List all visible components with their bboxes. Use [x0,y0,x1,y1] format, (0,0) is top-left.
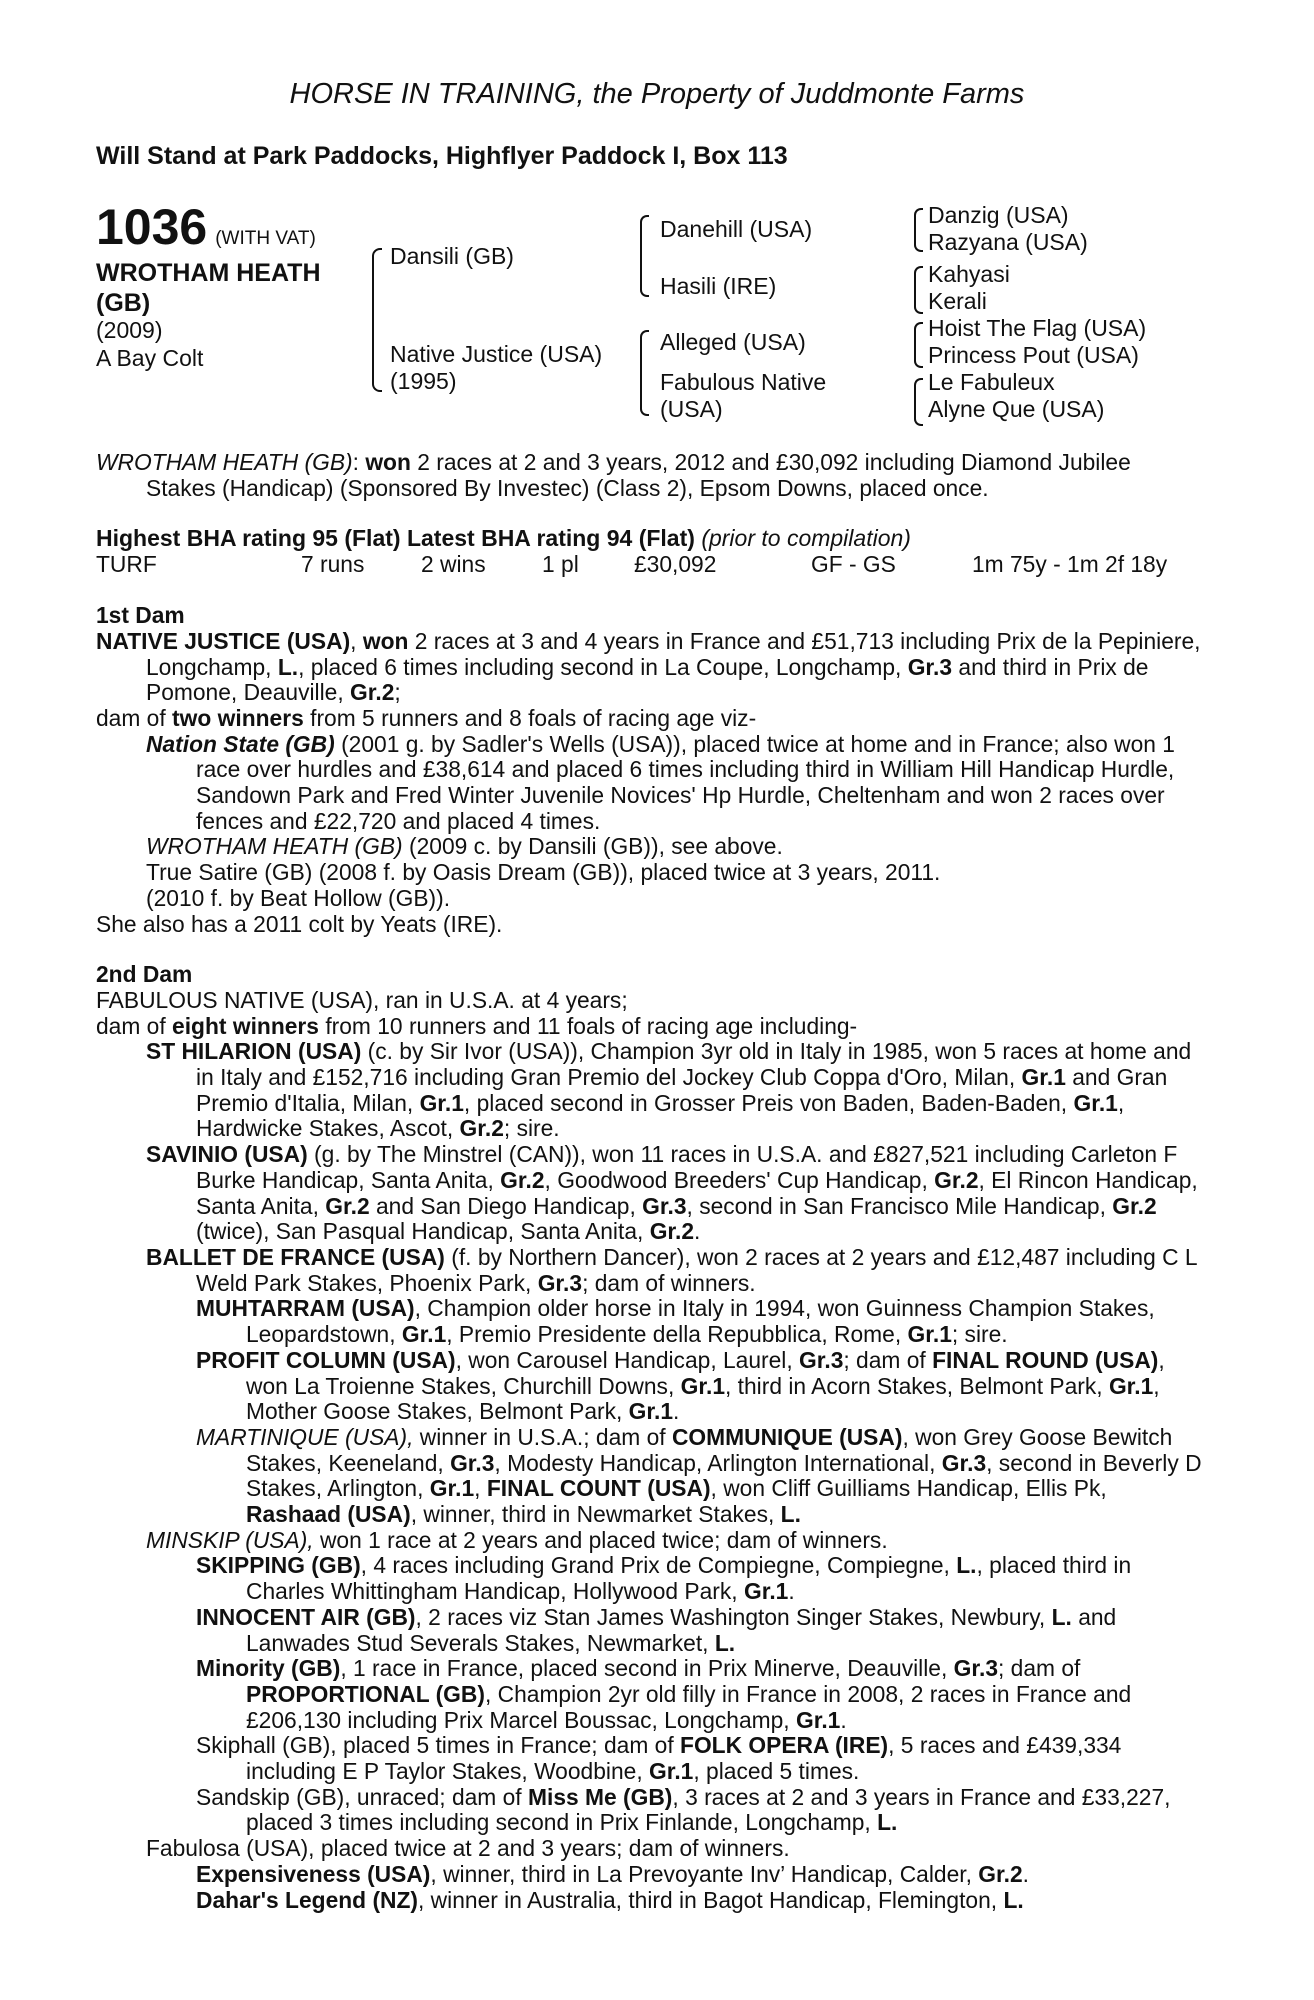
produce-innocent-air: INNOCENT AIR (GB), 2 races viz Stan James Washington Singer Stakes, Newbury, L. and Lanwades Stud Severals Stakes, Newmarket, L. [196,1603,1117,1656]
bha-rating: Highest BHA rating 95 (Flat) Latest BHA rating 94 (Flat) (prior to compilation) [96,525,911,552]
pedigree-dam-dam-2: (USA) [660,396,723,422]
produce-true-satire: True Satire (GB) (2008 f. by Oasis Dream (GB)), placed twice at 3 years, 2011. [146,859,941,886]
pedigree-brace [640,215,649,297]
horse-name: WROTHAM HEATH (GB) [96,259,321,317]
pedigree-sire-dam: Hasili (IRE) [660,273,777,299]
pedigree-sss: Danzig (USA) [928,202,1069,228]
produce-2011-colt: She also has a 2011 colt by Yeats (IRE). [96,910,503,937]
produce-skipping: SKIPPING (GB), 4 races including Grand Prix de Compiegne, Compiegne, L., placed third in Charles Whittingham Handicap, Hollywood Park, Gr.1. [196,1552,1132,1605]
pedigree-dam-sire: Alleged (USA) [660,329,806,355]
produce-wrotham-heath: WROTHAM HEATH (GB) (2009 c. by Dansili (GB)), see above. [146,833,783,860]
produce-savinio: SAVINIO (USA) (g. by The Minstrel (CAN)), won 11 races in U.S.A. and £827,521 including Carleton F Burke Handicap, Santa Anita, Gr.2, Goodwood Breeders' Cup Handicap, Gr.2, El Rincon Handicap, Santa Anita, Gr.2 and San Diego Handicap, Gr.3, second in San Francisco Mile Handicap, Gr.2 (twice), San Pasqual Handicap, Santa Anita, Gr.2. [146,1141,1198,1245]
pedigree-dam-dam: Fabulous Native [660,369,827,395]
produce-st-hilarion: ST HILARION (USA) (c. by Sir Ivor (USA)), Champion 3yr old in Italy in 1985, won 5 races at home and in Italy and £152,716 including Gran Premio del Jockey Club Coppa d'Oro, Milan, Gr.1 and Gran Premio d'Italia, Milan, Gr.1, placed second in Grosser Preis von Baden, Baden-Baden, Gr.1, Hardwicke Stakes, Ascot, Gr.2; sire. [146,1038,1192,1142]
pedigree-dam: Native Justice (USA) [390,341,603,367]
catalogue-body [96,450,1206,1913]
pedigree-sire: Dansili (GB) [390,243,514,269]
pedigree-sdd: Kerali [928,288,987,314]
produce-dahars-legend: Dahar's Legend (NZ), winner in Australia, third in Bagot Handicap, Flemington, L. [196,1886,1024,1913]
horse-details [96,316,203,372]
pedigree-ssd: Razyana (USA) [928,229,1088,255]
pedigree-ddd: Alyne Que (USA) [928,396,1105,422]
produce-expensiveness: Expensiveness (USA), winner, third in La Prevoyante Inv’ Handicap, Calder, Gr.2. [196,1860,1029,1887]
pedigree-dsd: Princess Pout (USA) [928,342,1139,368]
pedigree-dam-year: (1995) [390,368,457,394]
produce-profit-column: PROFIT COLUMN (USA), won Carousel Handicap, Laurel, Gr.3; dam of FINAL ROUND (USA), won La Troienne Stakes, Churchill Downs, Gr.1, third in Acorn Stakes, Belmont Park, Gr.1, Mother Goose Stakes, Belmont Park, Gr.1. [196,1346,1165,1425]
first-dam-produce: dam of two winners from 5 runners and 8 foals of racing age viz- [96,704,757,731]
second-dam-entry: FABULOUS NATIVE (USA), ran in U.S.A. at 4 years; [96,986,628,1013]
first-dam-heading: 1st Dam [96,602,185,629]
produce-minority: Minority (GB), 1 race in France, placed second in Prix Minerve, Deauville, Gr.3; dam of PROPORTIONAL (GB), Champion 2yr old filly in France in 2008, 2 races in France and £206,130 including Prix Marcel Boussac, Longchamp, Gr.1. [196,1655,1132,1733]
pedigree-brace [914,378,923,426]
pedigree-brace [640,330,649,416]
pedigree-sds: Kahyasi [928,261,1010,287]
vat-label: (WITH VAT) [215,228,316,249]
first-dam-entry: NATIVE JUSTICE (USA), won 2 races at 3 and 4 years in France and £51,713 including Prix de la Pepiniere, Longchamp, L., placed 6 times including second in La Coupe, Longchamp, Gr.3 and third in Prix de Pomone, Deauville, Gr.2; [96,627,1201,706]
produce-ballet-de-france: BALLET DE FRANCE (USA) (f. by Northern Dancer), won 2 races at 2 years and £12,487 including C L Weld Park Stakes, Phoenix Park, Gr.3; dam of winners. [146,1243,1197,1296]
produce-muhtarram: MUHTARRAM (USA), Champion older horse in Italy in 1994, won Guinness Champion Stakes, Leopardstown, Gr.1, Premio Presidente della Repubblica, Rome, Gr.1; sire. [196,1295,1155,1348]
horse-description: A Bay Colt [96,345,204,371]
race-summary: WROTHAM HEATH (GB): won 2 races at 2 and 3 years, 2012 and £30,092 including Diamond Jubilee Stakes (Handicap) (Sponsored By Investec) (Class 2), Epsom Downs, placed once. [96,449,1131,501]
pedigree-dss: Hoist The Flag (USA) [928,315,1147,341]
produce-minskip: MINSKIP (USA), won 1 race at 2 years and placed twice; dam of winners. [146,1526,888,1553]
pedigree-dds: Le Fabuleux [928,369,1055,395]
horse-year: (2009) [96,317,163,343]
page-title: HORSE IN TRAINING, the Property of Juddmonte Farms [289,78,1025,110]
pedigree-brace [372,248,382,392]
stand-location: Will Stand at Park Paddocks, Highflyer Paddock I, Box 113 [96,142,788,170]
produce-skiphall: Skiphall (GB), placed 5 times in France; dam of FOLK OPERA (IRE), 5 races and £439,334 including E P Taylor Stakes, Woodbine, Gr.1, placed 5 times. [196,1732,1122,1785]
second-dam-heading: 2nd Dam [96,961,193,988]
produce-fabulosa: Fabulosa (USA), placed twice at 2 and 3 years; dam of winners. [146,1835,790,1862]
pedigree-brace [914,322,923,368]
lot-number: 1036 [96,199,208,255]
pedigree-brace [914,266,923,314]
produce-martinique: MARTINIQUE (USA), winner in U.S.A.; dam of COMMUNIQUE (USA), won Grey Goose Bewitch Stakes, Keeneland, Gr.3, Modesty Handicap, Arlington International, Gr.3, second in Beverly D Stakes, Arlington, Gr.1, FINAL COUNT (USA), won Cliff Guilliams Handicap, Ellis Pk, Rashaad (USA), winner, third in Newmarket Stakes, L. [196,1423,1202,1528]
produce-2010-filly: (2010 f. by Beat Hollow (GB)). [146,884,451,911]
second-dam-produce: dam of eight winners from 10 runners and 11 foals of racing age including- [96,1012,858,1039]
produce-sandskip: Sandskip (GB), unraced; dam of Miss Me (GB), 3 races at 2 and 3 years in France and £33,227, placed 3 times including second in Prix Finlande, Longchamp, L. [196,1783,1171,1836]
produce-nation-state: Nation State (GB) (2001 g. by Sadler's Wells (USA)), placed twice at home and in France; also won 1 race over hurdles and £38,614 and placed 6 times including third in William Hill Handicap Hurdle, Sandown Park and Fred Winter Juvenile Novices' Hp Hurdle, Cheltenham and won 2 races over fences and £22,720 and placed 4 times. [146,730,1175,834]
pedigree-sire-sire: Danehill (USA) [660,216,813,242]
turf-record: TURF 7 runs 2 wins 1 pl £30,092 GF - GS 1m 75y - 1m 2f 18y [96,551,1168,578]
pedigree-brace [914,208,923,252]
lot-number-block [96,198,316,256]
